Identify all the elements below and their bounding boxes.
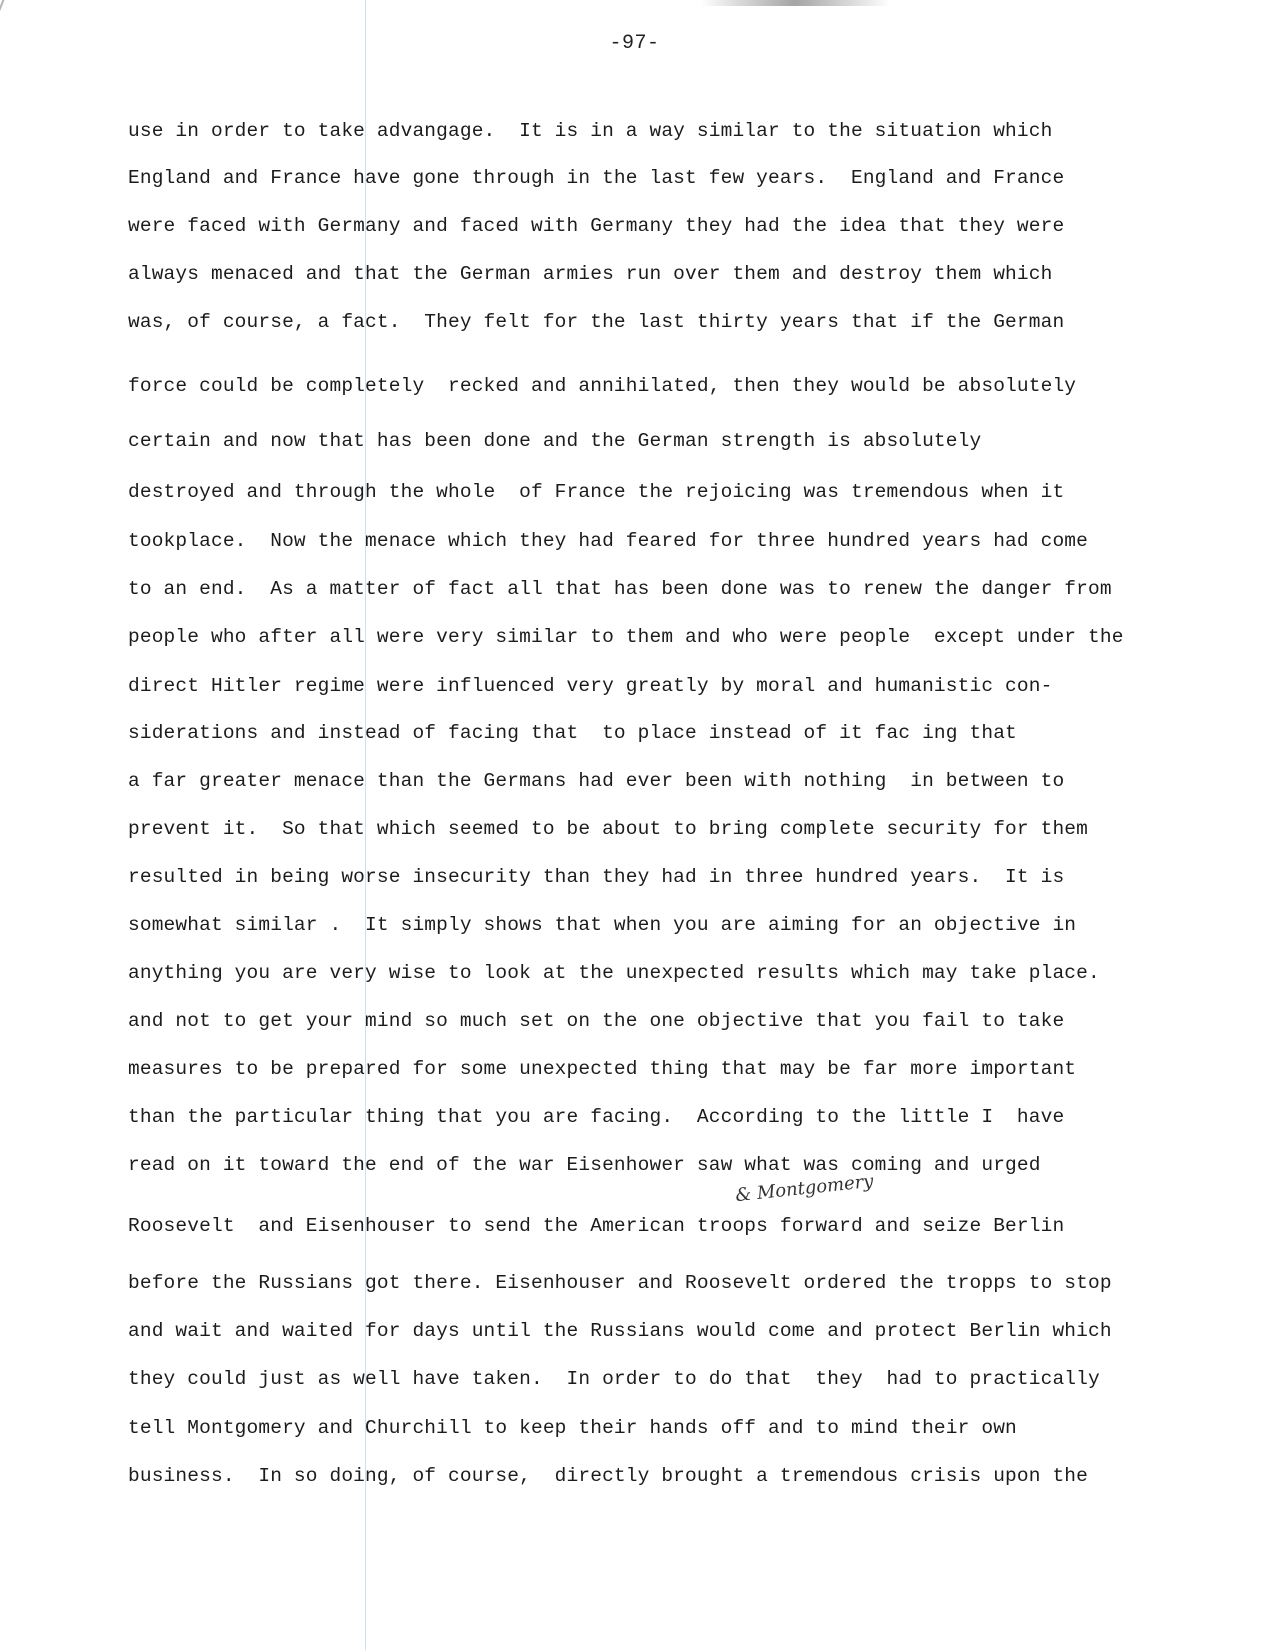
text-line-11: people who after all were very similar to them and who were people except under the — [128, 626, 1124, 648]
text-line-2: England and France have gone through in the last few years. England and France — [128, 167, 1065, 189]
text-line-24: before the Russians got there. Eisenhouser and Roosevelt ordered the tropps to stop — [128, 1272, 1112, 1294]
text-line-20: measures to be prepared for some unexpected thing that may be far more important — [128, 1058, 1077, 1080]
text-line-7: certain and now that has been done and the German strength is absolutely — [128, 430, 982, 452]
top-scan-smudge — [700, 0, 890, 6]
text-line-17: somewhat similar . It simply shows that when you are aiming for an objective in — [128, 914, 1077, 936]
text-line-22: read on it toward the end of the war Eisenhower saw what was coming and urged — [128, 1154, 1041, 1176]
text-line-28: business. In so doing, of course, directly brought a tremendous crisis upon the — [128, 1465, 1089, 1487]
text-line-6: force could be completely recked and annihilated, then they would be absolutely — [128, 375, 1077, 397]
text-line-9: tookplace. Now the menace which they had feared for three hundred years had come — [128, 530, 1089, 552]
text-line-18: anything you are very wise to look at the unexpected results which may take place. — [128, 962, 1100, 984]
page-number: -97- — [609, 32, 660, 55]
text-line-19: and not to get your mind so much set on the one objective that you fail to take — [128, 1010, 1065, 1032]
text-line-10: to an end. As a matter of fact all that has been done was to renew the danger from — [128, 578, 1112, 600]
text-line-4: always menaced and that the German armies run over them and destroy them which — [128, 263, 1053, 285]
text-line-23: Roosevelt and Eisenhouser to send the American troops forward and seize Berlin — [128, 1215, 1065, 1237]
text-line-27: tell Montgomery and Churchill to keep their hands off and to mind their own — [128, 1417, 1017, 1439]
text-line-8: destroyed and through the whole of France the rejoicing was tremendous when it — [128, 481, 1065, 503]
text-line-3: were faced with Germany and faced with Germany they had the idea that they were — [128, 215, 1065, 237]
text-line-26: they could just as well have taken. In order to do that they had to practically — [128, 1368, 1100, 1390]
text-line-15: prevent it. So that which seemed to be about to bring complete security for them — [128, 818, 1089, 840]
text-line-12: direct Hitler regime were influenced very greatly by moral and humanistic con- — [128, 675, 1053, 697]
text-line-5: was, of course, a fact. They felt for the last thirty years that if the German — [128, 311, 1065, 333]
text-line-25: and wait and waited for days until the Russians would come and protect Berlin which — [128, 1320, 1112, 1342]
text-line-16: resulted in being worse insecurity than they had in three hundred years. It is — [128, 866, 1065, 888]
text-line-1: use in order to take advangage. It is in a way similar to the situation which — [128, 120, 1053, 142]
text-line-13: siderations and instead of facing that to place instead of it fac ing that — [128, 722, 1017, 744]
handwritten-insert-montgomery: & Montgomery — [734, 1170, 875, 1207]
text-line-21: than the particular thing that you are facing. According to the little I have — [128, 1106, 1065, 1128]
text-line-14: a far greater menace than the Germans had ever been with nothing in between to — [128, 770, 1065, 792]
